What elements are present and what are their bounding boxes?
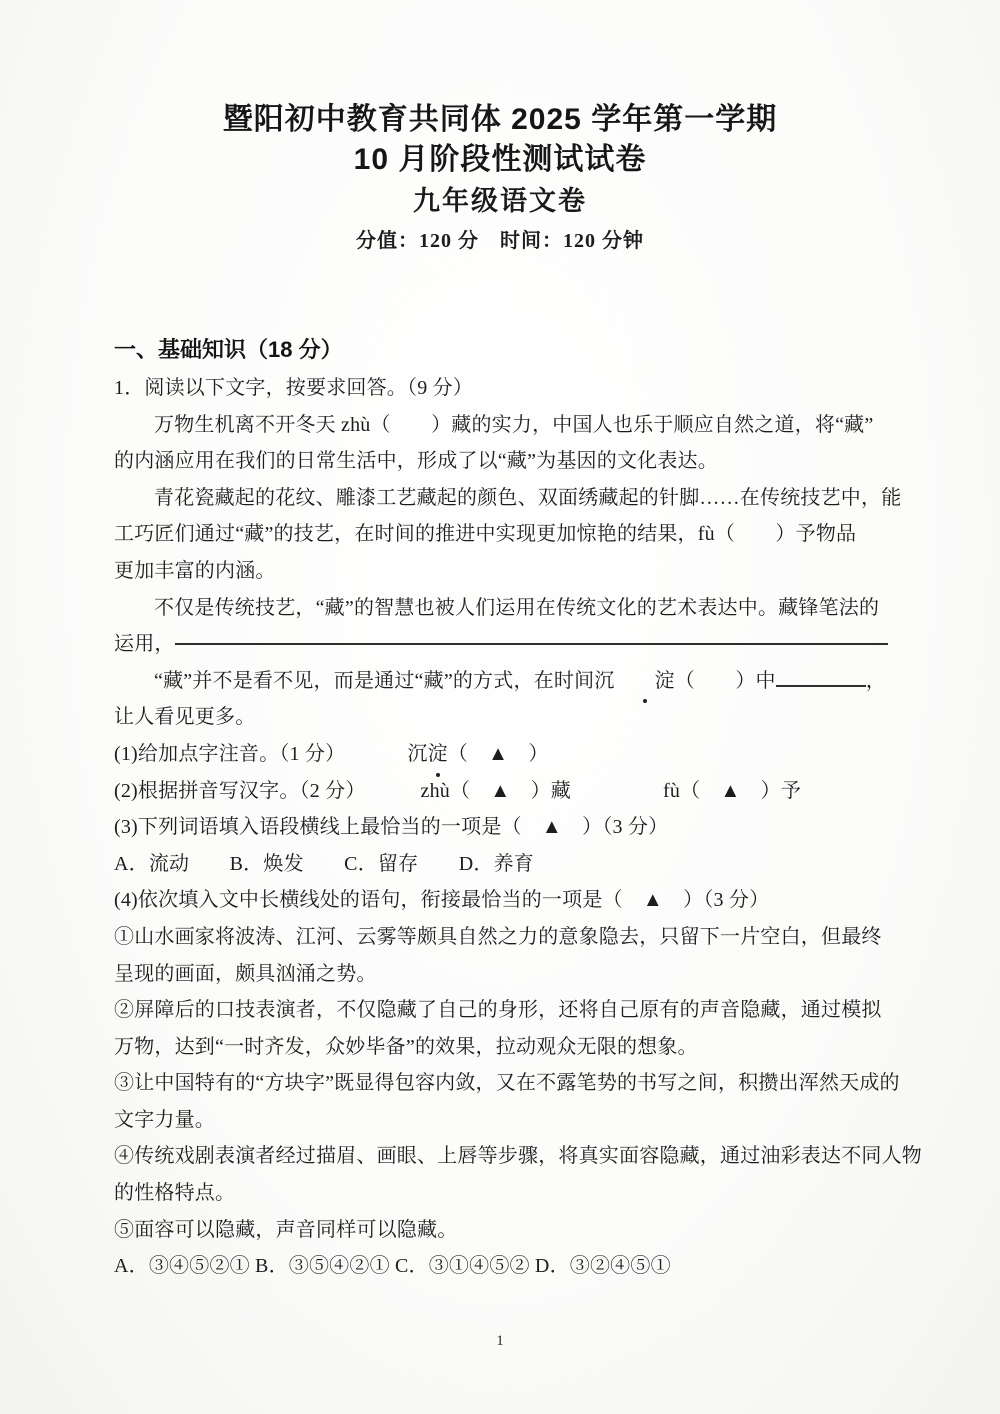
passage-line-with-blank [114, 626, 888, 663]
paper-body [114, 330, 922, 1285]
passage-line: 的内涵应用在我们的日常生活中，形成了以“藏”为基因的文化表达。 [114, 450, 718, 473]
sentence-3-line2: 文字力量。 [114, 1108, 215, 1131]
passage-line: 让人看见更多。 [114, 706, 256, 729]
subquestion-2 [114, 773, 888, 810]
answer-slot: （ ▲ ） [447, 742, 549, 765]
subquestion-label: (1)给加点字注音。（1 分） [114, 742, 346, 765]
section1-heading: 一、基础知识（18 分） [114, 337, 343, 362]
paper-title-line1: 暨阳初中教育共同体 2025 学年第一学期 [222, 103, 778, 136]
passage-line: 工巧匠们通过“藏”的技艺，在时间的推进中实现更加惊艳的结果，fù（ ）予物品 [114, 523, 857, 546]
passage-line: 更加丰富的内涵。 [114, 559, 276, 582]
document-header [0, 0, 1000, 256]
passage-text: “藏”并不是看不见，而是通过“藏”的方式，在时间沉 [154, 669, 615, 692]
question1-stem: 1．阅读以下文字，按要求回答。（9 分） [114, 377, 473, 399]
pinyin-item: 沉 [407, 742, 428, 765]
passage-text: 运用， [114, 633, 175, 656]
subquestion-1 [114, 736, 888, 773]
sentence-2-line2: 万物，达到“一时齐发，众妙毕备”的效果，拉动观众无限的想象。 [114, 1035, 698, 1058]
emphasized-char: 淀 [428, 736, 448, 773]
subquestion-label: (2)根据拼音写汉字。（2 分） [114, 779, 366, 802]
score-time-info: 分值：120 分 时间：120 分钟 [356, 230, 644, 252]
answer-blank-line [175, 643, 888, 645]
subquestion-4-options: A．③④⑤②① B．③⑤④②① C．③①④⑤② D．③②④⑤① [114, 1255, 671, 1278]
pinyin-item: zhù（ ▲ ）藏 [420, 779, 572, 802]
passage-line-with-blank [114, 663, 888, 700]
sentence-1-line2: 呈现的画面，颇具汹涌之势。 [114, 962, 377, 985]
pinyin-item: fù（ ▲ ）予 [663, 779, 802, 802]
passage-text: （ ）中 [674, 669, 776, 692]
emphasized-char: 淀 [615, 663, 675, 700]
passage-line: 不仅是传统技艺，“藏”的智慧也被人们运用在传统文化的艺术表达中。藏锋笔法的 [154, 596, 880, 619]
passage-line: 万物生机离不开冬天 zhù（ ）藏的实力，中国人也乐于顺应自然之道，将“藏” [154, 413, 874, 436]
subquestion-3: (3)下列词语填入语段横线上最恰当的一项是（ ▲ ）（3 分） [114, 816, 669, 839]
subquestion-4: (4)依次填入文中长横线处的语句，衔接最恰当的一项是（ ▲ ）（3 分） [114, 889, 770, 912]
answer-blank-short [776, 683, 866, 687]
subquestion-3-options: A．流动 B．焕发 C．留存 D．养育 [114, 852, 534, 875]
sentence-5: ⑤面容可以隐藏，声音同样可以隐藏。 [114, 1218, 458, 1241]
passage-line: 青花瓷藏起的花纹、雕漆工艺藏起的颜色、双面绣藏起的针脚……在传统技艺中，能 [154, 486, 902, 509]
sentence-2-line1: ②屏障后的口技表演者，不仅隐藏了自己的身形，还将自己原有的声音隐藏，通过模拟 [114, 999, 882, 1022]
passage-text: ， [865, 669, 886, 692]
paper-title-line2: 10 月阶段性测试试卷 [353, 143, 647, 176]
sentence-3-line1: ③让中国特有的“方块字”既显得包容内敛，又在不露笔势的书写之间，积攒出浑然天成的 [114, 1072, 900, 1095]
sentence-4-line2: 的性格特点。 [114, 1182, 236, 1205]
page-number: 1 [496, 1333, 504, 1349]
sentence-4-line1: ④传统戏剧表演者经过描眉、画眼、上唇等步骤，将真实面容隐藏，通过油彩表达不同人物 [114, 1145, 922, 1168]
paper-subtitle: 九年级语文卷 [413, 186, 587, 216]
sentence-1-line1: ①山水画家将波涛、江河、云雾等颇具自然之力的意象隐去，只留下一片空白，但最终 [114, 925, 882, 948]
